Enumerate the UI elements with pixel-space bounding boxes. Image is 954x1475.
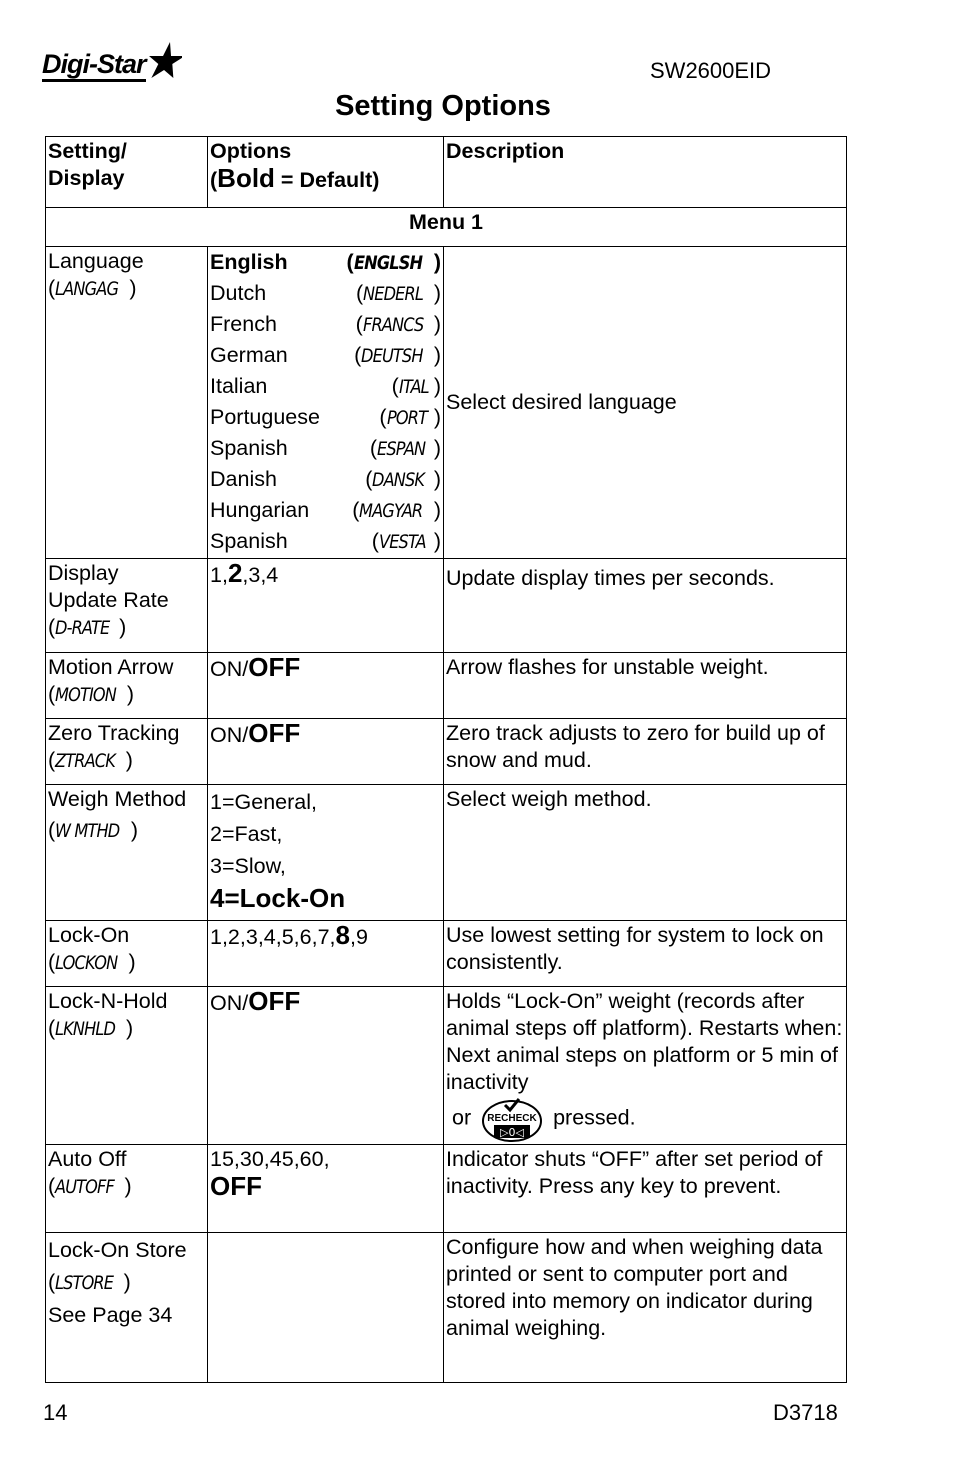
option-slow: 3=Slow, xyxy=(210,854,286,878)
setting-cell xyxy=(46,653,208,719)
list-item xyxy=(210,309,441,340)
list-item xyxy=(210,340,441,371)
header-setting-line2: Display xyxy=(48,166,125,190)
page-title: Setting Options xyxy=(335,90,551,122)
document-id: D3718 xyxy=(773,1400,838,1425)
setting-name: Auto Off xyxy=(48,1147,127,1171)
options-cell xyxy=(208,719,444,785)
default-option: 2 xyxy=(227,558,243,588)
options-cell xyxy=(208,1233,444,1383)
options-cell xyxy=(208,987,444,1145)
logo-text: Digi-Star xyxy=(42,51,146,82)
list-item xyxy=(210,247,441,278)
default-label: = Default) xyxy=(274,168,380,192)
default-option: OFF xyxy=(210,1171,262,1201)
list-item xyxy=(210,278,441,309)
recheck-line xyxy=(446,1096,844,1142)
star-icon xyxy=(142,42,182,80)
description-cell: Configure how and when weighing data printed or sent to computer port and stored into memory on indicator during animal weighing. xyxy=(444,1233,847,1383)
list-item xyxy=(210,433,441,464)
pressed-text: pressed. xyxy=(553,1105,636,1130)
option-code-wrap: (NEDERL ) xyxy=(356,278,441,309)
display-code: (ZTRACK ) xyxy=(48,747,205,775)
setting-cell xyxy=(46,1145,208,1233)
default-option: OFF xyxy=(248,986,301,1016)
menu-title-row xyxy=(46,208,847,247)
table-header-row xyxy=(46,137,847,208)
list-item xyxy=(210,402,441,433)
option-text: ON/ xyxy=(210,723,249,747)
list-item xyxy=(210,371,441,402)
option-text: ON/ xyxy=(210,657,249,681)
description-cell: Zero track adjusts to zero for build up of snow and mud. xyxy=(444,719,847,785)
option-code-wrap: (DANSK ) xyxy=(365,464,441,495)
default-option: OFF xyxy=(248,652,301,682)
option-code-wrap: (MAGYAR ) xyxy=(352,495,441,526)
options-cell xyxy=(208,921,444,987)
setting-name: Weigh Method xyxy=(48,787,187,811)
lcd-code: MOTION xyxy=(55,684,117,706)
description-cell: Select weigh method. xyxy=(444,785,847,921)
or-text: or xyxy=(452,1105,472,1130)
settings-table xyxy=(45,136,847,1383)
setting-cell xyxy=(46,559,208,653)
option-text: 1, xyxy=(210,563,228,587)
option-label: Portuguese xyxy=(210,405,320,429)
option-code: ITAL xyxy=(398,376,429,398)
option-code-wrap: (ESPAN ) xyxy=(370,433,441,464)
option-label: Spanish xyxy=(210,529,288,553)
option-code: PORT xyxy=(386,407,427,429)
option-label: Danish xyxy=(210,467,277,491)
setting-name: Motion Arrow xyxy=(48,655,174,679)
option-code: DEUTSH xyxy=(361,345,423,367)
option-lock-on-default: 4=Lock-On xyxy=(210,883,346,913)
option-code: MAGYAR xyxy=(359,500,423,522)
table-row xyxy=(46,719,847,785)
option-code: ESPAN xyxy=(377,438,426,460)
header-options xyxy=(208,137,444,208)
option-label: Italian xyxy=(210,374,268,398)
default-option: OFF xyxy=(248,718,301,748)
setting-cell xyxy=(46,247,208,559)
header-options-line2 xyxy=(210,165,441,194)
setting-name: Zero Tracking xyxy=(48,721,180,745)
table-row xyxy=(46,559,847,653)
recheck-sub-label: ▷0◁ xyxy=(500,1126,525,1139)
table-row xyxy=(46,785,847,921)
see-page-link[interactable]: See Page 34 xyxy=(48,1303,173,1327)
option-fast: 2=Fast, xyxy=(210,822,283,846)
option-label: English xyxy=(210,250,288,274)
option-label: French xyxy=(210,312,277,336)
header-setting-display xyxy=(46,137,208,208)
display-code: (AUTOFF ) xyxy=(48,1173,205,1201)
option-label: German xyxy=(210,343,288,367)
setting-cell xyxy=(46,921,208,987)
description-cell: Select desired language xyxy=(444,247,847,559)
lcd-code: LKNHLD xyxy=(55,1018,116,1040)
paren-open: ( xyxy=(210,168,218,192)
option-text: ,9 xyxy=(349,925,368,949)
setting-cell xyxy=(46,1233,208,1383)
list-item xyxy=(210,464,441,495)
menu-title: Menu 1 xyxy=(46,208,847,247)
option-code: ENGLSH xyxy=(353,252,422,274)
list-item xyxy=(210,526,441,557)
setting-name: Language xyxy=(48,249,144,273)
option-code: NEDERL xyxy=(363,283,424,305)
options-cell xyxy=(208,653,444,719)
display-code: (MOTION ) xyxy=(48,681,205,709)
option-code-wrap: (VESTA ) xyxy=(372,526,441,557)
lcd-code: W MTHD xyxy=(55,820,120,842)
display-code: (LOCKON ) xyxy=(48,949,205,977)
page-number: 14 xyxy=(43,1400,68,1425)
table-row xyxy=(46,1145,847,1233)
table-row xyxy=(46,247,847,559)
lcd-code: ZTRACK xyxy=(55,750,116,772)
options-cell xyxy=(208,559,444,653)
display-code: (LANGAG ) xyxy=(48,275,205,303)
option-code: DANSK xyxy=(372,469,425,491)
recheck-label: RECHECK xyxy=(487,1113,537,1124)
model-number: SW2600EID xyxy=(650,58,772,83)
option-text: ,3,4 xyxy=(242,563,279,587)
lcd-code: D-RATE xyxy=(55,617,110,639)
lcd-code: LSTORE xyxy=(55,1272,114,1294)
option-code-wrap: (FRANCS ) xyxy=(356,309,441,340)
option-general: 1=General, xyxy=(210,790,317,814)
table-row xyxy=(46,1233,847,1383)
lcd-code: AUTOFF xyxy=(55,1176,115,1198)
setting-name: Lock-On xyxy=(48,923,130,947)
description-text: Holds “Lock-On” weight (records after animal steps off platform). Restarts when: Next animal steps on platform or 5 min of inactivity xyxy=(446,989,843,1094)
option-label: Dutch xyxy=(210,281,267,305)
option-code-wrap: (ITAL ) xyxy=(392,371,441,402)
header-setting-line1: Setting/ xyxy=(48,139,127,163)
display-code: (LSTORE ) xyxy=(48,1266,205,1299)
option-code: VESTA xyxy=(378,531,426,553)
lcd-code: LOCKON xyxy=(55,952,118,974)
description-cell: Update display times per seconds. xyxy=(444,559,847,653)
header-options-line1: Options xyxy=(210,139,292,163)
description-cell: Indicator shuts “OFF” after set period of inactivity. Press any key to prevent. xyxy=(444,1145,847,1233)
setting-cell xyxy=(46,719,208,785)
setting-name-line1: Display xyxy=(48,561,119,585)
digi-star-logo xyxy=(42,42,182,82)
option-code-wrap: (ENGLSH ) xyxy=(346,247,441,278)
setting-cell xyxy=(46,987,208,1145)
display-code: (D-RATE ) xyxy=(48,614,205,642)
option-code-wrap: (PORT ) xyxy=(379,402,441,433)
table-row xyxy=(46,987,847,1145)
list-item xyxy=(210,495,441,526)
option-code: FRANCS xyxy=(362,314,424,336)
display-code: (LKNHLD ) xyxy=(48,1015,205,1043)
recheck-button-icon xyxy=(481,1096,543,1142)
table-row xyxy=(46,921,847,987)
options-cell xyxy=(208,247,444,559)
default-option: 8 xyxy=(335,920,350,950)
description-cell: Arrow flashes for unstable weight. xyxy=(444,653,847,719)
option-code-wrap: (DEUTSH ) xyxy=(354,340,441,371)
option-text: 1,2,3,4,5,6,7, xyxy=(210,925,336,949)
options-cell xyxy=(208,785,444,921)
setting-name-line2: Update Rate xyxy=(48,588,169,612)
lcd-code: LANGAG xyxy=(55,278,119,300)
description-cell: Use lowest setting for system to lock on consistently. xyxy=(444,921,847,987)
option-times: 15,30,45,60, xyxy=(210,1147,330,1171)
bold-label: Bold xyxy=(217,163,275,193)
options-cell xyxy=(208,1145,444,1233)
setting-name: Lock-N-Hold xyxy=(48,989,168,1013)
table-row xyxy=(46,653,847,719)
setting-cell xyxy=(46,785,208,921)
description-cell xyxy=(444,987,847,1145)
option-label: Hungarian xyxy=(210,498,310,522)
option-text: ON/ xyxy=(210,991,249,1015)
display-code: (W MTHD ) xyxy=(48,817,205,845)
option-label: Spanish xyxy=(210,436,288,460)
setting-name: Lock-On Store xyxy=(48,1238,187,1262)
header-description: Description xyxy=(444,137,847,208)
